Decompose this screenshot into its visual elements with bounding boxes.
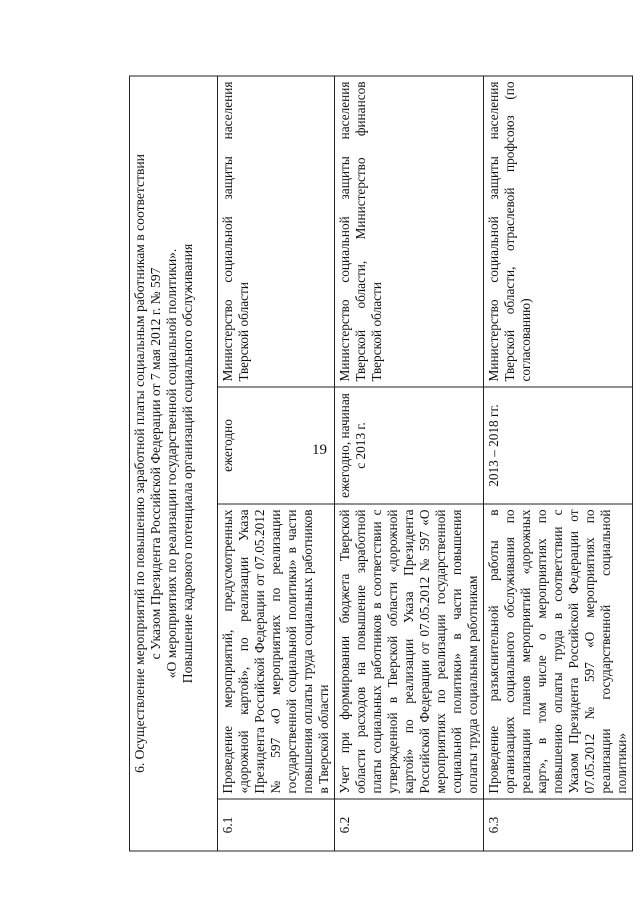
section-heading-line-1: 6. Осуществление мероприятий по повышению заработной платы социальным работникам в соответствии: [132, 154, 147, 773]
table-row: [218, 76, 335, 851]
table-row: [484, 76, 633, 851]
row-description: Проведение разъяснительной работы в организациях социального обслуживания по реализации планов мероприятий «дорожных карт», в том числе о мероприятиях по повышению оплаты труда в соответствии с Указом Президента Российской Федерации от 07.05.2012 № 597 «О мероприятиях по реализации государственной социальной политики»: [484, 504, 633, 799]
row-term: ежегодно: [218, 387, 335, 504]
row-responsible: Министерство социальной защиты населения Тверской области, Министерство финансов Тверской области: [335, 76, 484, 387]
row-number: 6.2: [335, 799, 484, 851]
section-heading-line-2: с Указом Президента Российской Федерации от 7 мая 2012 г. № 597: [148, 267, 163, 660]
row-responsible: Министерство социальной защиты населения Тверской области: [218, 76, 335, 387]
row-description: Проведение мероприятий, предусмотренных «дорожной картой», по реализации Указа Президента Российской Федерации от 07.05.2012 № 597 «О мероприятиях по реализации государственной социальной политики» в части повышения оплаты труда социальных работников в Тверской области: [218, 504, 335, 799]
section-heading-line-3: «О мероприятиях по реализации государственной социальной политики».: [164, 248, 179, 679]
measures-table: [129, 75, 633, 851]
row-term: ежегодно, начиная с 2013 г.: [335, 387, 484, 504]
row-number: 6.3: [484, 799, 633, 851]
row-description: Учет при формировании бюджета Тверской области расходов на повышение заработной платы социальных работников в соответствии с утвержденной в Тверской области «дорожной картой» по реализации Указа Президента Российской Федерации от 07.05.2012 № 597 «О мероприятиях по реализации государственной социальной политики» в части повышения оплаты труда социальным работникам: [335, 504, 484, 799]
section-header-row: [130, 76, 218, 851]
row-responsible: Министерство социальной защиты населения Тверской области, отраслевой профсоюз (по согласованию): [484, 76, 633, 387]
row-number: 6.1: [218, 799, 335, 851]
section-heading: [130, 76, 218, 851]
table-row: [335, 76, 484, 851]
row-term: 2013 – 2018 гг.: [484, 387, 633, 504]
rotated-table-sheet: [129, 77, 629, 852]
page-number: 19: [312, 442, 327, 458]
section-heading-line-4: Повышение кадрового потенциала организаций социального обслуживания: [180, 243, 195, 684]
